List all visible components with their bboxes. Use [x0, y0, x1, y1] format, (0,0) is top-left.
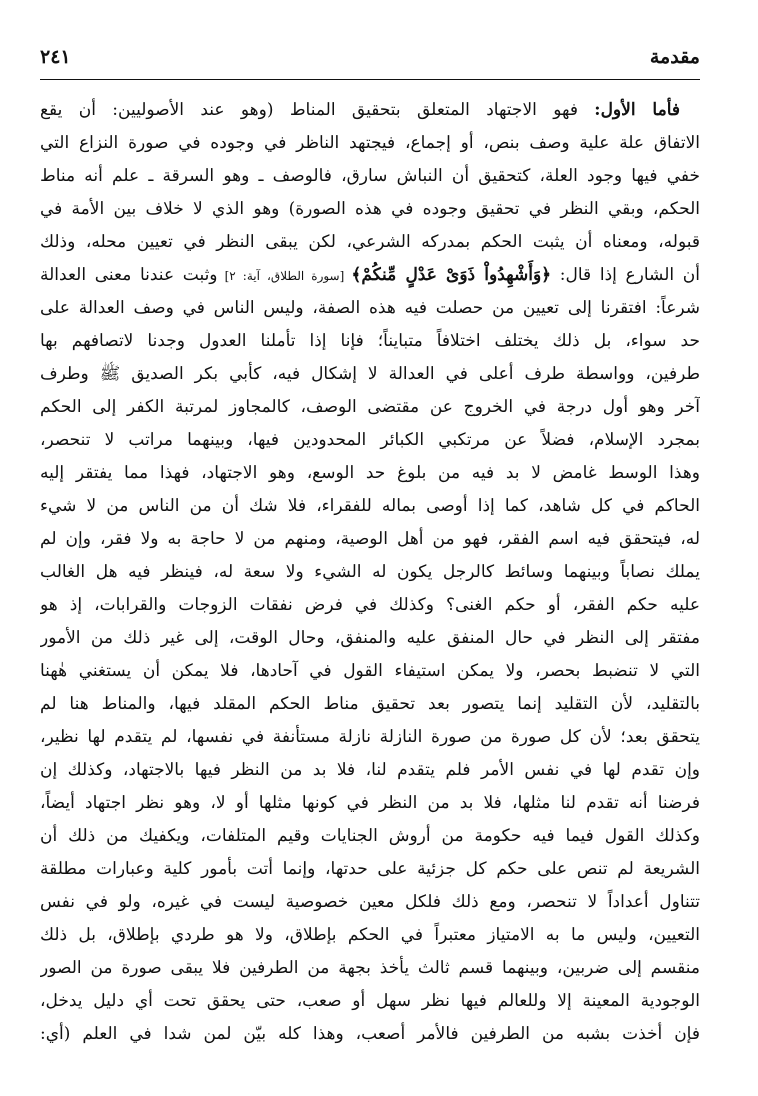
running-title: مقدمة — [649, 46, 700, 68]
text-line — [40, 259, 700, 292]
text-line: وكذلك القول فيما فيه حكومة من أروش الجنايات وقيم المتلفات، ويكفيك من ذلك أن — [40, 826, 700, 846]
verse-intro: أن الشارع إذا قال: — [551, 265, 700, 285]
text-line: حد سواء، بل ذلك يختلف اختلافاً متبايناً؛ فإنا إذا تأملنا العدول وجدنا لاتصافهم بها — [40, 331, 700, 351]
text-line: شرعاً: افتقرنا إلى تعيين من حصلت فيه هذه الصفة، وليس الناس في وصف العدالة على — [40, 298, 700, 318]
text-line: التي لا تنضبط بحصر، ولا يمكن استيفاء القول في آحادها، فلا يمكن أن يستغني هٰهنا — [40, 661, 700, 681]
text-line: مفتقر إلى النظر في حال المنفق عليه والمنفق، وحال الوقت، إلى غير ذلك من الأمور — [40, 628, 700, 648]
text-line: منقسم إلى ضربين، وبينهما قسم ثالث يأخذ بجهة من الطرفين فلا يبقى صورة من الصور — [40, 958, 700, 978]
line-text: فهو الاجتهاد المتعلق بتحقيق المناط (وهو عند الأصوليين: أن يقع — [40, 100, 595, 120]
text-line: فإن أخذت بشبه من الطرفين فالأمر أصعب، وهذا كله بيّن لمن شدا في العلم (أي: — [40, 1024, 700, 1044]
text-line: خفي فيها وجود العلة، كتحقيق أن النباش سارق، فالوصف ـ وهو السرقة ـ علم أنه مناط — [40, 166, 700, 186]
header-rule — [40, 79, 700, 80]
text-line: تتناول أعداداً لا تنحصر، ومع ذلك فلكل معين خصوصية ليست في غيره، ولو في نفس — [40, 892, 700, 912]
main-text — [40, 94, 700, 1084]
text-line: بمجرد الإسلام، فضلاً عن مرتكبي الكبائر المحدودين فيها، وبينهما مراتب لا تنحصر، — [40, 430, 700, 450]
text-line: التعيين، وليس ما به الامتياز معتبراً في الحكم بإطلاق، ولا هو طردي بإطلاق، بل ذلك — [40, 925, 700, 945]
text-line: الشريعة لم تنص على حكم كل جزئية على حدتها، وإنما أتت بأمور كلية وعبارات مطلقة — [40, 859, 700, 879]
line-text: وثبت عندنا معنى العدالة — [40, 265, 218, 285]
text-line: له، فيتحقق فيه اسم الفقر، فهو من أهل الوصية، ومنهم من لا حاجة به ولا فقر، وإن لم — [40, 529, 700, 549]
text-line: الوجودية المعينة إلا وللعالم فيها نظر سهل أو صعب، حتى يحقق تحت أي دليل يدخل، — [40, 991, 700, 1011]
text-line — [40, 94, 700, 127]
section-lead: فأما الأول: — [594, 100, 680, 120]
text-line: طرفين، وواسطة طرف أعلى في العدالة لا إشكال فيه، كأبي بكر الصديق ﷺ وطرف — [40, 364, 700, 384]
text-line: بالتقليد، لأن التقليد إنما يتصور بعد تحقيق مناط الحكم المقلد فيها، والمناط هنا لم — [40, 694, 700, 714]
page-header — [40, 42, 700, 78]
text-line: قبوله، ومعناه أن يثبت الحكم بمدركه الشرعي، لكن يبقى النظر في تعيين محله، وذلك — [40, 232, 700, 252]
text-line: فرضنا أنه تقدم لنا مثلها، فلا بد من النظر في كونها مثلها أو لا، وهو نظر اجتهاد أيضاً، — [40, 793, 700, 813]
text-line: الحاكم في كل شاهد، كما إذا أوصى بماله للفقراء، فلا شك أن من الناس من لا شيء — [40, 496, 700, 516]
text-line: عليه حكم الفقر، أو حكم الغنى؟ وكذلك في فرض نفقات الزوجات والقرابات، إذ هو — [40, 595, 700, 615]
quran-verse: ﴿وَأَشْهِدُواْ ذَوَىْ عَدْلٍ مِّنكُمْ﴾ — [351, 265, 552, 285]
verse-reference: [سورة الطلاق، آية: ٢] — [217, 269, 352, 283]
text-line: يتحقق بعد؛ لأن كل صورة من صورة النازلة نازلة مستأنفة في نفسها، لم يتقدم لها نظير، — [40, 727, 700, 747]
text-line: الاتفاق علة علية وصف بنص، أو إجماع، فيجتهد الناظر في وجوده في صورة النزاع التي — [40, 133, 700, 153]
text-line: وإن تقدم لها في نفس الأمر فلم يتقدم لنا، فلا بد من النظر فيها بالاجتهاد، وكذلك إن — [40, 760, 700, 780]
text-line: وهذا الوسط غامض لا بد فيه من بلوغ حد الوسع، وهو الاجتهاد، فهذا مما يفتقر إليه — [40, 463, 700, 483]
text-line: آخر وهو أول درجة في الخروج عن مقتضى الوصف، كالمجاوز لمرتبة الكفر إلى الحكم — [40, 397, 700, 417]
text-line: يملك نصاباً وبينهما وسائط كالرجل يكون له الشيء ولا سعة له، فينظر فيه هل الغالب — [40, 562, 700, 582]
page-number: ٢٤١ — [40, 46, 71, 68]
text-line: الحكم، وبقي النظر في تحقيق وجوده في هذه الصورة) وهو الذي لا خلاف بين الأمة في — [40, 199, 700, 219]
